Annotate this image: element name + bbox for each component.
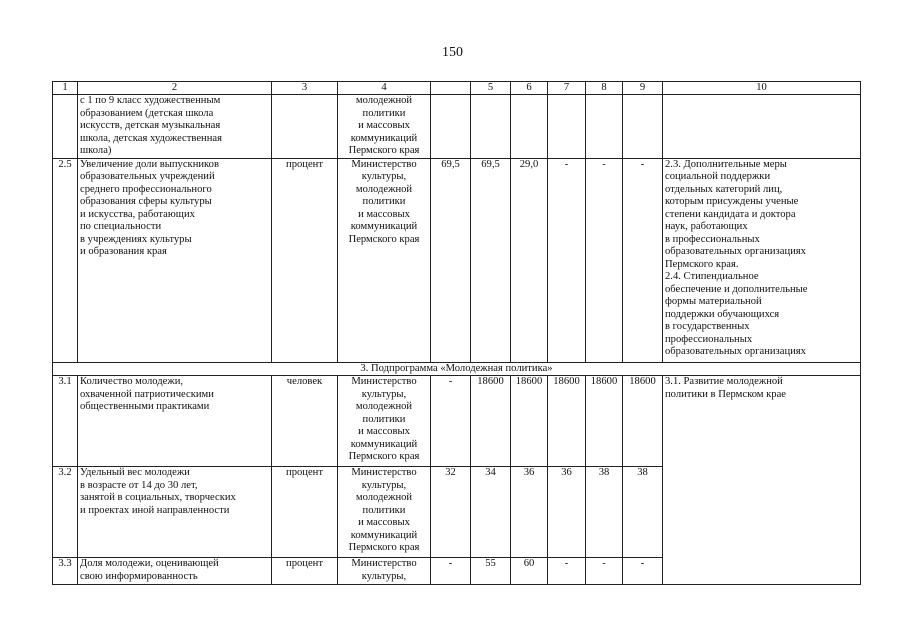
header-cell: 1: [53, 82, 78, 95]
indicator-name: с 1 по 9 класс художественным образованием (детская школа искусств, детская музыкальная школа, детская художественная школа): [78, 95, 272, 159]
header-cell: 2: [78, 82, 272, 95]
value-cell: 69,5: [471, 158, 511, 362]
header-cell: 10: [663, 82, 861, 95]
ministry-cell: Министерство культуры, молодежной политики и массовых коммуникаций Пермского края: [338, 467, 431, 558]
row-number: 3.3: [53, 558, 78, 585]
ministry-cell: молодежной политики и массовых коммуникаций Пермского края: [338, 95, 431, 159]
value-cell: 18600: [623, 376, 663, 467]
value-cell: 36: [511, 467, 548, 558]
value-cell: 38: [586, 467, 623, 558]
measure-cell: [663, 95, 861, 159]
header-cell: 5: [471, 82, 511, 95]
header-cell: 8: [586, 82, 623, 95]
measure-cell: 2.3. Дополнительные меры социальной поддержки отдельных категорий лиц, которым присуждены ученые степени кандидата и доктора наук, работающих в профессиональных образовательных организациях Пермского края. 2.4. Стипендиальное обеспечение и дополнительные формы материальной поддержки обучающихся в государственных профессиональных образовательных организациях: [663, 158, 861, 362]
value-cell: -: [431, 376, 471, 467]
value-cell: [623, 95, 663, 159]
unit-cell: человек: [272, 376, 338, 467]
section-row: [53, 362, 861, 376]
header-cell: 3: [272, 82, 338, 95]
row-number: 3.1: [53, 376, 78, 467]
ministry-cell: Министерство культуры, молодежной политики и массовых коммуникаций Пермского края: [338, 158, 431, 362]
value-cell: 60: [511, 558, 548, 585]
section-title: 3. Подпрограмма «Молодежная политика»: [53, 362, 861, 376]
unit-cell: процент: [272, 558, 338, 585]
unit-cell: процент: [272, 467, 338, 558]
ministry-cell: Министерство культуры, молодежной политики и массовых коммуникаций Пермского края: [338, 376, 431, 467]
value-cell: 34: [471, 467, 511, 558]
value-cell: -: [586, 158, 623, 362]
row-number: [53, 95, 78, 159]
value-cell: [431, 95, 471, 159]
value-cell: -: [548, 158, 586, 362]
ministry-cell: Министерство культуры,: [338, 558, 431, 585]
header-cell: 4: [338, 82, 431, 95]
measure-cell: 3.1. Развитие молодежной политики в Пермском крае: [663, 376, 861, 585]
value-cell: 69,5: [431, 158, 471, 362]
value-cell: 18600: [548, 376, 586, 467]
header-cell: [431, 82, 471, 95]
value-cell: 36: [548, 467, 586, 558]
value-cell: -: [548, 558, 586, 585]
table-row: [53, 376, 861, 467]
row-number: 2.5: [53, 158, 78, 362]
value-cell: 18600: [511, 376, 548, 467]
table-row: [53, 158, 861, 362]
value-cell: -: [623, 558, 663, 585]
indicator-name: Удельный вес молодежи в возрасте от 14 до 30 лет, занятой в социальных, творческих и проектах иной направленности: [78, 467, 272, 558]
table-row: [53, 95, 861, 159]
value-cell: -: [623, 158, 663, 362]
header-cell: 9: [623, 82, 663, 95]
table-header-row: [53, 82, 861, 95]
value-cell: 18600: [471, 376, 511, 467]
indicator-name: Количество молодежи, охваченной патриотическими общественными практиками: [78, 376, 272, 467]
value-cell: [471, 95, 511, 159]
indicator-name: Увеличение доли выпускников образовательных учреждений среднего профессионального образования сферы культуры и искусства, работающих по специальности в учреждениях культуры и образования края: [78, 158, 272, 362]
header-cell: 7: [548, 82, 586, 95]
value-cell: -: [431, 558, 471, 585]
value-cell: [586, 95, 623, 159]
value-cell: [548, 95, 586, 159]
value-cell: 38: [623, 467, 663, 558]
value-cell: 18600: [586, 376, 623, 467]
unit-cell: процент: [272, 158, 338, 362]
unit-cell: [272, 95, 338, 159]
value-cell: -: [586, 558, 623, 585]
header-cell: 6: [511, 82, 548, 95]
value-cell: [511, 95, 548, 159]
value-cell: 32: [431, 467, 471, 558]
value-cell: 55: [471, 558, 511, 585]
row-number: 3.2: [53, 467, 78, 558]
indicator-name: Доля молодежи, оценивающей свою информированность: [78, 558, 272, 585]
value-cell: 29,0: [511, 158, 548, 362]
page-number: 150: [442, 45, 463, 60]
document-table: [52, 81, 861, 585]
